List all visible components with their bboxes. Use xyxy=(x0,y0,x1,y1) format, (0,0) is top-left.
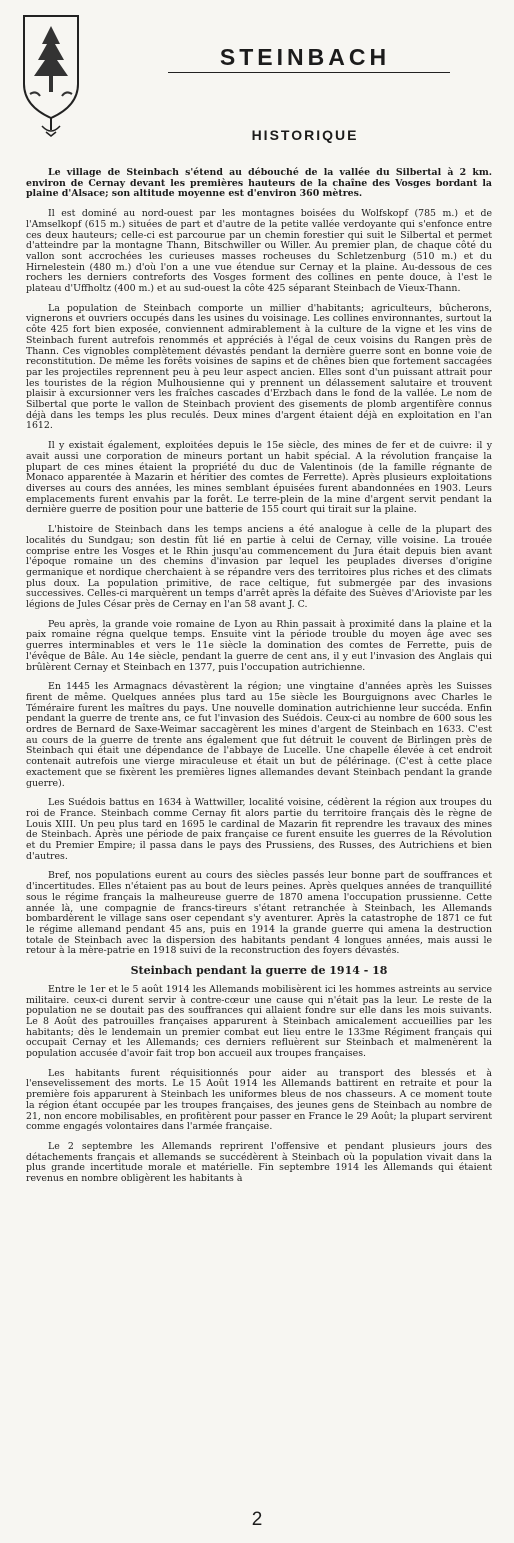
paragraph: Les habitants furent réquisitionnés pour aider au transport des blessés et à l'ensevelissement des morts. Le 15 Août 1914 les Allemands battirent en retraite et pour la première fois apparurent à Steinbach les uniformes bleus de nos chasseurs. A ce moment toute la région étant occupée par les troupes françaises, des jeunes gens de Steinbach au nombre de 21, non encore mobilisables, en profitèrent pour passer en France le 29 Août; la plupart servirent comme engagés volontaires dans l'armée française. xyxy=(26,1067,492,1133)
page-title: STEINBACH xyxy=(219,44,391,70)
title-underline xyxy=(168,72,450,73)
page-number: 2 xyxy=(251,1509,263,1530)
paragraph: Peu après, la grande voie romaine de Lyon au Rhin passait à proximité dans la plaine et la paix romaine régna quelque temps. Ensuite vint la période trouble du moyen âge avec ses guerres interminables et vers le 11e siècle la domination des comtes de Ferrette, puis de l'évêque de Bâle. Au 14e siècle, pendant la guerre de cent ans, il y eut l'invasion des Anglais qui brûlèrent Cernay et Steinbach en 1377, puis l'occupation autrichienne. xyxy=(26,618,492,673)
paragraph: L'histoire de Steinbach dans les temps anciens a été analogue à celle de la plupart des localités du Sundgau; son destin fût lié en partie à celui de Cernay, ville voisine. La trouée comprise entre les Vosges et le Rhin jusqu'au commencement du Jura était depuis bien avant l'époque romaine un des chemins d'invasion par lequel les peuplades diverses d'origine germanique et nordique cherchaient à se répandre vers des territoires plus riches et des climats plus doux. La population primitive, de race celtique, fut submergée par des invasions successives. Celles-ci marquèrent un temps d'arrêt après la défaite des Suèves d'Arioviste par les légions de Jules César près de Cernay en l'an 58 avant J. C. xyxy=(26,524,492,611)
paragraph: La population de Steinbach comporte un millier d'habitants; agriculteurs, bûcherons, vignerons et ouvriers occupés dans les usines du voisinage. Les collines environnantes, surtout la côte 425 fort bien exposée, conviennent admirablement à la culture de la vigne et les vins de Steinbach furent autrefois renommés et appréciés à l'égal de ceux voisins du Rangen près de Thann. Ces vignobles complètement dévastés pendant la dernière guerre sont en bonne voie de reconstitution. De même les forêts voisines de sapins et de chênes bien que fortement saccagées par les projectiles reprennent peu à peu leur aspect ancien. Elles sont d'un puissant attrait pour les touristes de la région Mulhousienne qui y prennent un délassement salutaire et trouvent plaisir à excursionner vers les fraîches cascades d'Erzbach dans le fond de la vallée. Le nom de Silbertal que porte le vallon de Steinbach provient des gisements de plomb argentifère connus déjà dans les temps les plus reculés. Deux mines d'argent étaient déjà en exploitation en l'an 1612. xyxy=(26,302,492,432)
paragraph: Il est dominé au nord-ouest par les montagnes boisées du Wolfskopf (785 m.) et de l'Amselkopf (615 m.) situées de part et d'autre de la petite vallée verdoyante qui s'enfonce entre ces deux hauteurs; celle-ci est parcourue par un chemin forestier qui suit le Silbertal et permet d'atteindre par la montagne Thann, Bitschwiller ou Willer. Au premier plan, de chaque côté du vallon sont accrochées les curieuses masses rocheuses du Schletzenburg (510 m.) et du Hirnelestein (480 m.) d'où l'on a une vue étendue sur Cernay et la plaine. Au-dessous de ces rochers les derniers contreforts des Vosges forment des collines en pente douce, à l'est le plateau d'Uffholtz (400 m.) et au sud-ouest la côte 425 séparant Steinbach de Vieux-Thann. xyxy=(26,208,492,295)
paragraph: Entre le 1er et le 5 août 1914 les Allemands mobilisèrent ici les hommes astreints au service militaire. ceux-ci durent servir à contre-cœur une cause qui n'était pas la leur. Le reste de la population ne se doutait pas des souffrances qui allaient fondre sur elle dans les mois suivants. Le 8 Août des patrouilles françaises apparurent à Steinbach amicalement accueillies par les habitants; dès le lendemain un premier combat eut lieu entre le 133me Régiment français qui occupait Cernay et les Allemands; ces derniers refluèrent sur Steinbach et malmenèrent la population accusée d'avoir fait trop bon accueil aux troupes françaises. xyxy=(26,983,492,1060)
fir-tree-coat-of-arms-icon xyxy=(20,10,82,138)
war-section-heading: Steinbach pendant la guerre de 1914 - 18 xyxy=(130,964,388,978)
paragraph: Bref, nos populations eurent au cours des siècles passés leur bonne part de souffrances et d'incertitudes. Elles n'étaient pas au bout de leurs peines. Après quelques années de tranquillité sous le régime français la malheureuse guerre de 1870 amena l'occupation prussienne. Cette année là, une compagnie de francs-tireurs s'étant retranchée à Steinbach, les Allemands bombardèrent le village sans oser cependant s'y aventurer. Après la catastrophe de 1871 ce fut le régime allemand pendant 45 ans, puis en 1914 la grande guerre qui amena la destruction totale de Steinbach avec la dispersion des habitants pendant 4 longues années, mais aussi le retour à la mère-patrie en 1918 suivi de la reconstruction des foyers dévastés. xyxy=(26,870,492,957)
article-body xyxy=(26,168,492,1194)
paragraph: En 1445 les Armagnacs dévastèrent la région; une vingtaine d'années après les Suisses firent de même. Quelques années plus tard au 15e siècle les Bourguignons avec Charles le Téméraire furent les maîtres du pays. Une nouvelle domination autrichienne leur succéda. Enfin pendant la guerre de trente ans, ce fut l'invasion des Suédois. Ceux-ci au nombre de 600 sous les ordres de Bernard de Saxe-Weimar saccagèrent les mines d'argent de Steinbach en 1633. C'est au cours de la guerre de trente ans également que fut détruit le couvent de Birlingen près de Steinbach qui était une dépendance de l'abbaye de Lucelle. Une chapelle élevée à cet endroit contenait autrefois une vierge miraculeuse et était un but de pélérinage. (C'est à cette place exactement que se fixèrent les premières lignes allemandes devant Steinbach pendant la grande guerre). xyxy=(26,681,492,789)
paragraph: Le village de Steinbach s'étend au débouché de la vallée du Silbertal à 2 km. environ de Cernay devant les premières hauteurs de la chaîne des Vosges bordant la plaine d'Alsace; son altitude moyenne est d'environ 360 mètres. xyxy=(26,167,492,200)
paragraph: Le 2 septembre les Allemands reprirent l'offensive et pendant plusieurs jours des détachements français et allemands se succédèrent à Steinbach où la population vivait dans la plus grande incertitude morale et matérielle. Fin septembre 1914 les Allemands qui étaient revenus en nombre obligèrent les habitants à xyxy=(26,1140,492,1185)
paragraph: Il y existait également, exploitées depuis le 15e siècle, des mines de fer et de cuivre: il y avait aussi une corporation de mineurs portant un habit spécial. A la révolution française la plupart de ces mines étaient la propriété du duc de Valentinois (de la famille régnante de Monaco apparentée à Mazarin et héritier des comtes de Ferrette). Après plusieurs exploitations diverses au cours des années, les mines semblant épuisées furent abandonnées en 1903. Leurs emplacements furent envahis par la forêt. Le terre-plein de la mine d'argent servit pendant la dernière guerre de position pour une batterie de 155 court qui tirait sur la plaine. xyxy=(26,440,492,516)
section-heading-historique: HISTORIQUE xyxy=(251,127,359,143)
paragraph: Les Suédois battus en 1634 à Wattwiller, localité voisine, cédèrent la région aux troupes du roi de France. Steinbach comme Cernay fit alors partie du territoire français dès le règne de Louis XIII. Un peu plus tard en 1695 le cardinal de Mazarin fit reprendre les travaux des mines de Steinbach. Après une période de paix française ce furent ensuite les guerres de la Révolution et du Premier Empire; il passa dans le pays des Prussiens, des Russes, des Autrichiens et bien d'autres. xyxy=(26,797,492,862)
